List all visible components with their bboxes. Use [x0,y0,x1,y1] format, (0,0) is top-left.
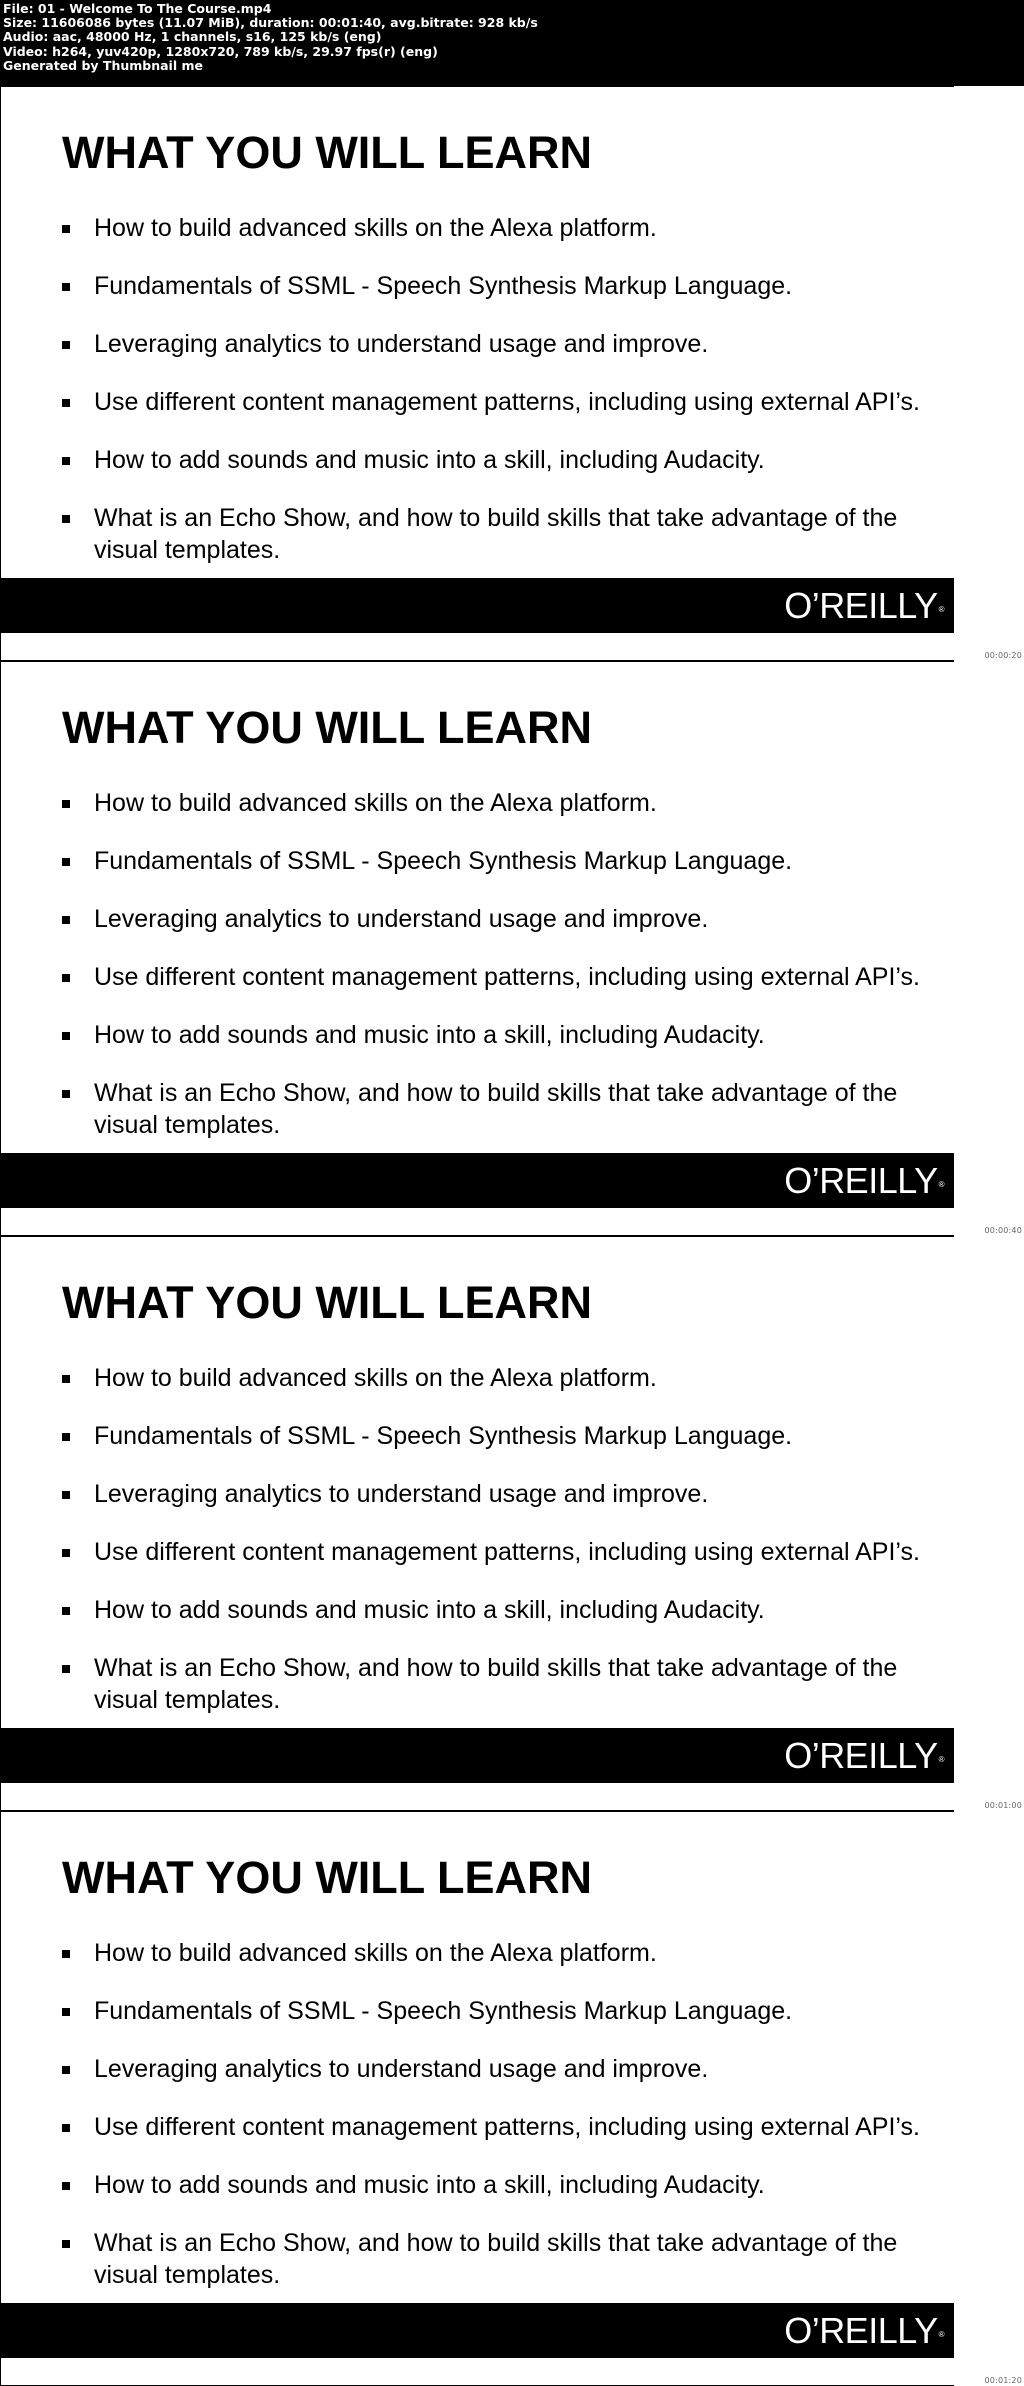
list-item: How to build advanced skills on the Alexa platform. [62,212,932,244]
generator-line: Generated by Thumbnail me [3,57,203,73]
video-frame-2[interactable] [0,661,1024,1236]
registered-mark: ® [938,1755,944,1764]
slide-title: WHAT YOU WILL LEARN [62,127,592,178]
footer-bar [1,1728,954,1783]
list-item: Use different content management patterns, including using external API’s. [62,386,932,418]
registered-mark: ® [938,2330,944,2339]
list-item: How to build advanced skills on the Alexa platform. [62,787,932,819]
list-item: Leveraging analytics to understand usage and improve. [62,903,932,935]
oreilly-logo [784,586,944,626]
learning-objectives-list [62,787,932,1141]
slide [1,1237,954,1810]
slide-title: WHAT YOU WILL LEARN [62,1277,592,1328]
oreilly-logo [784,1736,944,1776]
registered-mark: ® [938,1180,944,1189]
list-item: Leveraging analytics to understand usage and improve. [62,2053,932,2085]
audio-info-line: Audio: aac, 48000 Hz, 1 channels, s16, 125 kb/s (eng) [3,29,382,45]
list-item: What is an Echo Show, and how to build skills that take advantage of the visual templates. [62,2227,932,2291]
thumbnail-grid [0,86,1024,2386]
brand-wordmark: O’REILLY [784,1735,938,1776]
list-item: How to build advanced skills on the Alexa platform. [62,1362,932,1394]
slide [1,87,954,660]
footer-bar [1,2303,954,2358]
list-item: How to add sounds and music into a skill, including Audacity. [62,1594,932,1626]
oreilly-logo [784,1161,944,1201]
video-frame-3[interactable] [0,1236,1024,1811]
frame-timestamp: 00:00:40 [984,1226,1022,1235]
list-item: What is an Echo Show, and how to build skills that take advantage of the visual templates. [62,502,932,566]
video-info-header [0,0,1024,86]
list-item: How to add sounds and music into a skill, including Audacity. [62,1019,932,1051]
timestamp-strip [954,661,1024,1236]
list-item: Fundamentals of SSML - Speech Synthesis Markup Language. [62,845,932,877]
list-item: What is an Echo Show, and how to build skills that take advantage of the visual templates. [62,1077,932,1141]
slide-title: WHAT YOU WILL LEARN [62,702,592,753]
file-size-line: Size: 11606086 bytes (11.07 MiB), duration: 00:01:40, avg.bitrate: 928 kb/s [3,15,538,31]
oreilly-logo [784,2311,944,2351]
list-item: Leveraging analytics to understand usage and improve. [62,328,932,360]
list-item: Fundamentals of SSML - Speech Synthesis Markup Language. [62,1995,932,2027]
learning-objectives-list [62,1937,932,2291]
list-item: Fundamentals of SSML - Speech Synthesis Markup Language. [62,1420,932,1452]
learning-objectives-list [62,1362,932,1716]
brand-wordmark: O’REILLY [784,1160,938,1201]
slide [1,662,954,1235]
timestamp-strip [954,1236,1024,1811]
list-item: How to build advanced skills on the Alexa platform. [62,1937,932,1969]
list-item: Fundamentals of SSML - Speech Synthesis Markup Language. [62,270,932,302]
learning-objectives-list [62,212,932,566]
file-name-line: File: 01 - Welcome To The Course.mp4 [3,1,272,16]
frame-timestamp: 00:01:00 [984,1801,1022,1810]
brand-wordmark: O’REILLY [784,2310,938,2351]
list-item: What is an Echo Show, and how to build skills that take advantage of the visual templates. [62,1652,932,1716]
list-item: Use different content management patterns, including using external API’s. [62,961,932,993]
list-item: How to add sounds and music into a skill, including Audacity. [62,444,932,476]
video-frame-1[interactable] [0,86,1024,661]
brand-wordmark: O’REILLY [784,585,938,626]
registered-mark: ® [938,605,944,614]
list-item: How to add sounds and music into a skill, including Audacity. [62,2169,932,2201]
slide [1,1812,954,2385]
footer-bar [1,578,954,633]
list-item: Use different content management patterns, including using external API’s. [62,1536,932,1568]
list-item: Leveraging analytics to understand usage and improve. [62,1478,932,1510]
footer-bar [1,1153,954,1208]
timestamp-strip [954,86,1024,661]
timestamp-strip [954,1811,1024,2386]
list-item: Use different content management patterns, including using external API’s. [62,2111,932,2143]
frame-timestamp: 00:00:20 [984,651,1022,660]
video-frame-4[interactable] [0,1811,1024,2386]
video-info-line: Video: h264, yuv420p, 1280x720, 789 kb/s, 29.97 fps(r) (eng) [3,43,438,59]
slide-title: WHAT YOU WILL LEARN [62,1852,592,1903]
frame-timestamp: 00:01:20 [984,2376,1022,2385]
